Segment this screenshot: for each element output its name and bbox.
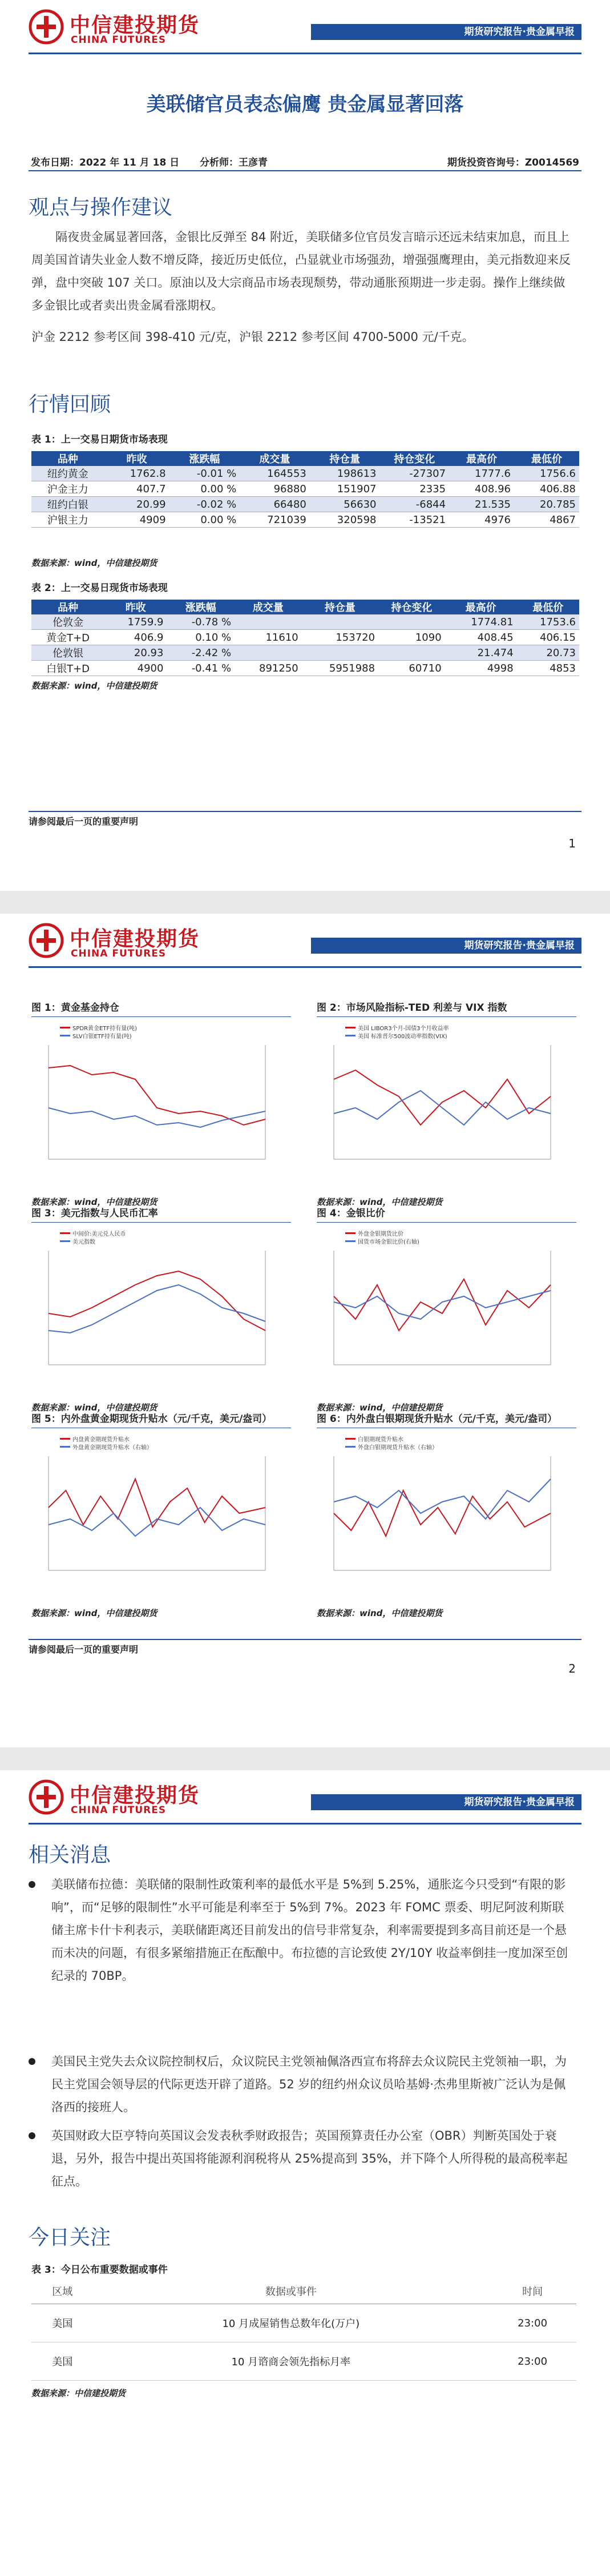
header-divider xyxy=(29,1823,581,1825)
bullet-icon xyxy=(29,2132,35,2139)
table-row xyxy=(31,512,579,528)
table-cell: 56630 xyxy=(310,497,380,512)
table-cell: 320598 xyxy=(310,512,380,528)
table-cell: 408.45 xyxy=(445,630,517,645)
table-cell: 1756.6 xyxy=(514,466,579,481)
table-cell: 2335 xyxy=(380,481,450,497)
legend-label: 外盘黄金期现货升贴水（右轴） xyxy=(72,1445,152,1451)
table-cell: 伦敦银 xyxy=(31,645,104,661)
table-cell: -27307 xyxy=(380,466,450,481)
table-cell: 4900 xyxy=(104,661,167,676)
figure-source: 数据来源：wind，中信建投期货 xyxy=(317,1197,443,1207)
logo-cn: 中信建投期货 xyxy=(70,13,200,37)
table-cell: 20.785 xyxy=(514,497,579,512)
news-item: 美国民主党失去众议院控制权后，众议院民主党领袖佩洛西宣布将辞去众议院民主党领袖一职，为民主党国会领导层的代际更迭开辟了道路。52 岁的纽约州众议员哈基姆·杰弗里斯被广泛认为是佩洛西的接班人。 xyxy=(29,2050,576,2119)
table-cell: 406.9 xyxy=(104,630,167,645)
figure-4 xyxy=(317,1205,576,1416)
table-cell: 21.474 xyxy=(445,645,517,661)
page-1 xyxy=(0,0,610,891)
legend-label: 美国 标准普尔500波动率指数(VIX) xyxy=(358,1034,447,1040)
logo-cn: 中信建投期货 xyxy=(70,927,200,951)
report-banner: 期货研究报告·贵金属早报 xyxy=(311,938,581,954)
legend-swatch xyxy=(345,1438,356,1440)
table-cell: 4867 xyxy=(514,512,579,528)
figure-source: 数据来源：wind，中信建投期货 xyxy=(31,1197,157,1207)
table-cell: 1759.9 xyxy=(104,614,167,630)
table-cell: 黄金T+D xyxy=(31,630,104,645)
section-review: 行情回顾 xyxy=(29,393,111,416)
report-banner: 期货研究报告·贵金属早报 xyxy=(311,24,581,40)
table-cell: 10 月成屋销售总数年化(万户) xyxy=(93,2304,488,2342)
figure-1 xyxy=(31,999,291,1211)
column-header: 涨跌幅 xyxy=(167,600,235,614)
table-cell: 1774.81 xyxy=(445,614,517,630)
table-cell: 153720 xyxy=(302,630,378,645)
header-divider xyxy=(29,53,581,54)
column-header: 最低价 xyxy=(514,451,579,466)
legend-label: 白银期现货升贴水 xyxy=(358,1437,403,1443)
series-line xyxy=(334,1291,551,1319)
column-header: 昨收 xyxy=(104,451,169,466)
table-cell: 408.96 xyxy=(449,481,514,497)
table-cell: 美国 xyxy=(31,2304,93,2342)
table-cell: 沪银主力 xyxy=(31,512,104,528)
report-meta xyxy=(29,153,581,171)
report-banner: 期货研究报告·贵金属早报 xyxy=(311,1794,581,1810)
table-cell: -0.01 % xyxy=(169,466,240,481)
table-cell: 4998 xyxy=(445,661,517,676)
table-cell: 407.7 xyxy=(104,481,169,497)
table-row xyxy=(31,2342,576,2381)
table-cell: 伦敦金 xyxy=(31,614,104,630)
table-cell: 60710 xyxy=(378,661,445,676)
table-cell: -2.42 % xyxy=(167,645,235,661)
section-focus: 今日关注 xyxy=(29,2226,111,2249)
series-line xyxy=(334,1070,551,1125)
table-row xyxy=(31,661,579,676)
table-cell: 21.535 xyxy=(449,497,514,512)
figure-title: 图 3：美元指数与人民币汇率 xyxy=(31,1205,291,1223)
company-logo xyxy=(29,8,211,46)
table-cell: 20.99 xyxy=(104,497,169,512)
view-reference: 沪金 2212 参考区间 398-410 元/克，沪银 2212 参考区间 4700-5000 元/千克。 xyxy=(31,330,474,344)
legend-swatch xyxy=(60,1240,70,1242)
series-line xyxy=(49,1108,265,1127)
table-cell: 891250 xyxy=(235,661,302,676)
table-cell: 10 月谘商会领先指标月率 xyxy=(93,2342,488,2381)
figure-source: 数据来源：wind，中信建投期货 xyxy=(31,1402,157,1413)
figure-source: 数据来源：wind，中信建投期货 xyxy=(317,1608,443,1618)
series-line xyxy=(49,1508,265,1536)
table-cell: 96880 xyxy=(240,481,310,497)
table-cell: 4853 xyxy=(517,661,579,676)
logo-emblem-icon xyxy=(29,9,64,45)
license-number: 期货投资咨询号：Z0014569 xyxy=(447,157,579,168)
company-logo xyxy=(29,1778,211,1816)
legend-label: 美元指数 xyxy=(72,1239,95,1245)
figure-title: 图 4：金银比价 xyxy=(317,1205,576,1223)
line-chart xyxy=(317,1433,568,1588)
table-cell: 美国 xyxy=(31,2342,93,2381)
column-header: 昨收 xyxy=(104,600,167,614)
column-header: 品种 xyxy=(31,451,104,466)
page-3 xyxy=(0,1770,610,2576)
table-cell: 11610 xyxy=(235,630,302,645)
legend-label: 中间价:美元兑人民币 xyxy=(72,1231,126,1237)
table-cell: 1762.8 xyxy=(104,466,169,481)
table-row xyxy=(31,645,579,661)
line-chart xyxy=(31,1228,282,1382)
line-chart xyxy=(317,1022,568,1176)
column-header: 持仓变化 xyxy=(380,451,450,466)
view-paragraph: 隔夜贵金属显著回落，金银比反弹至 84 附近，美联储多位官员发言暗示还远未结束加息，而且上周美国首请失业金人数不增反降，接近历史低位，凸显就业市场强劲，增强强鹰理由，美元指数迎来反弹，盘中突破 107 关口。原油以及大宗商品市场表现颓势，带动通胀预期进一步走弱。操作上继续做多金银比或者卖出贵金属看涨期权。 xyxy=(31,230,571,312)
news-item: 英国财政大臣亨特向英国议会发表秋季财政报告；英国预算责任办公室（OBR）判断英国处于衰退，另外，报告中提出英国将能源利润税将从 25%提高到 35%，并下降个人所得税的最高税率起征点。 xyxy=(29,2124,576,2193)
column-header: 持仓变化 xyxy=(378,600,445,614)
company-logo xyxy=(29,922,211,959)
table-cell: 0.00 % xyxy=(169,481,240,497)
column-header: 最高价 xyxy=(449,451,514,466)
line-chart xyxy=(317,1228,568,1382)
logo-en: CHINA FUTURES xyxy=(71,34,167,46)
table-cell: 0.10 % xyxy=(167,630,235,645)
legend-swatch xyxy=(60,1027,70,1028)
page-header xyxy=(29,921,581,962)
table-cell: 151907 xyxy=(310,481,380,497)
column-header: 区域 xyxy=(31,2278,93,2304)
column-header: 数据或事件 xyxy=(93,2278,488,2304)
table-cell: 4976 xyxy=(449,512,514,528)
table-cell: -0.41 % xyxy=(167,661,235,676)
series-line xyxy=(49,1285,265,1333)
table-row xyxy=(31,497,579,512)
table-cell: 白银T+D xyxy=(31,661,104,676)
section-news: 相关消息 xyxy=(29,1843,111,1867)
column-header: 涨跌幅 xyxy=(169,451,240,466)
table-cell: 198613 xyxy=(310,466,380,481)
figure-title: 图 5：内外盘黄金期现货升贴水（元/千克，美元/盎司） xyxy=(31,1410,291,1428)
table-cell xyxy=(302,614,378,630)
table-row xyxy=(31,614,579,630)
legend-swatch xyxy=(60,1035,70,1036)
table-cell xyxy=(235,614,302,630)
table1-title: 表 1：上一交易日期货市场表现 xyxy=(31,434,168,445)
table-cell: 164553 xyxy=(240,466,310,481)
report-title: 美联储官员表态偏鹰 贵金属显著回落 xyxy=(146,93,464,116)
column-header: 品种 xyxy=(31,600,104,614)
series-line xyxy=(334,1490,551,1536)
table-cell: -13521 xyxy=(380,512,450,528)
legend-swatch xyxy=(345,1240,356,1242)
page-header xyxy=(29,1777,581,1818)
table-row xyxy=(31,466,579,481)
table3-source: 数据来源：中信建投期货 xyxy=(31,2388,126,2398)
footer-disclaimer: 请参阅最后一页的重要声明 xyxy=(29,811,581,827)
calendar-table xyxy=(31,2278,576,2381)
legend-swatch xyxy=(345,1446,356,1448)
table-cell: 23:00 xyxy=(488,2304,576,2342)
table-cell: 4909 xyxy=(104,512,169,528)
section-view: 观点与操作建议 xyxy=(29,196,173,219)
line-chart xyxy=(31,1433,282,1588)
column-header: 持仓量 xyxy=(302,600,378,614)
table-row xyxy=(31,481,579,497)
page-header xyxy=(29,7,581,48)
footer-disclaimer: 请参阅最后一页的重要声明 xyxy=(29,1639,581,1655)
logo-cn: 中信建投期货 xyxy=(70,1783,200,1807)
table-cell: 406.88 xyxy=(514,481,579,497)
legend-swatch xyxy=(345,1232,356,1234)
figure-5 xyxy=(31,1410,291,1622)
table-row xyxy=(31,2304,576,2342)
table-cell: 66480 xyxy=(240,497,310,512)
table-cell xyxy=(378,645,445,661)
logo-en: CHINA FUTURES xyxy=(71,948,167,959)
table-cell: 5951988 xyxy=(302,661,378,676)
figure-title: 图 6：内外盘白银期现货升贴水（元/千克，美元/盎司） xyxy=(317,1410,576,1428)
column-header: 持仓量 xyxy=(310,451,380,466)
table-cell xyxy=(378,614,445,630)
table2-title: 表 2：上一交易日现货市场表现 xyxy=(31,582,168,594)
series-line xyxy=(49,1479,265,1527)
column-header: 成交量 xyxy=(235,600,302,614)
table-cell xyxy=(235,645,302,661)
figure-source: 数据来源：wind，中信建投期货 xyxy=(317,1402,443,1413)
table-cell: 0.00 % xyxy=(169,512,240,528)
legend-label: 外盘金银期货比价 xyxy=(358,1231,403,1237)
table-cell: 20.73 xyxy=(517,645,579,661)
table1-source: 数据来源：wind，中信建投期货 xyxy=(31,558,157,568)
figure-source: 数据来源：wind，中信建投期货 xyxy=(31,1608,157,1618)
figure-title: 图 1：黄金基金持仓 xyxy=(31,999,291,1017)
table-cell: 406.15 xyxy=(517,630,579,645)
table-cell: 1090 xyxy=(378,630,445,645)
header-divider xyxy=(29,966,581,968)
column-header: 最低价 xyxy=(517,600,579,614)
series-line xyxy=(334,1479,551,1519)
column-header: 时间 xyxy=(488,2278,576,2304)
table-cell xyxy=(302,645,378,661)
legend-swatch xyxy=(345,1035,356,1036)
series-line xyxy=(49,1066,265,1125)
analyst-name: 分析师：王彦青 xyxy=(200,157,268,168)
page-number: 1 xyxy=(568,837,576,850)
figure-title: 图 2：市场风险指标-TED 利差与 VIX 指数 xyxy=(317,999,576,1017)
table-cell: 721039 xyxy=(240,512,310,528)
legend-label: 国货市场金银比价(右轴) xyxy=(358,1239,419,1245)
legend-swatch xyxy=(60,1438,70,1440)
table-cell: -0.78 % xyxy=(167,614,235,630)
legend-swatch xyxy=(345,1027,356,1028)
news-item: 美联储布拉德：美联储的限制性政策利率的最低水平是 5%到 5.25%，通胀迄今只受到“有限的影响”，而“足够的限制性”水平可能是利率至于 5%到 7%。2023 年 FOMC 票委、明尼阿波利斯联储主席卡什卡利表示，美联储距离还目前发出的信号非常复杂，利率需要提到多高目前还是一个悬而未决的问题，有很多紧缩措施正在酝酿中。布拉德的言论致使 2Y/10Y 收益率倒挂一度加深至创纪录的 70BP。 xyxy=(29,1873,576,1987)
column-header: 最高价 xyxy=(445,600,517,614)
table-cell: 23:00 xyxy=(488,2342,576,2381)
figure-3 xyxy=(31,1205,291,1416)
logo-emblem-icon xyxy=(29,923,64,958)
page-2 xyxy=(0,914,610,1747)
page-number: 2 xyxy=(568,1662,576,1675)
publish-date: 发布日期：2022 年 11 月 18 日 xyxy=(31,157,180,168)
table-cell: 1753.6 xyxy=(517,614,579,630)
figure-2 xyxy=(317,999,576,1211)
table-cell: 1777.6 xyxy=(449,466,514,481)
legend-label: SLV白银ETF持有量(吨) xyxy=(72,1034,132,1040)
bullet-icon xyxy=(29,1881,35,1888)
table-cell: 沪金主力 xyxy=(31,481,104,497)
logo-emblem-icon xyxy=(29,1779,64,1815)
spot-table xyxy=(31,600,579,676)
legend-label: SPDR黄金ETF持有量(吨) xyxy=(72,1026,138,1032)
table-cell: 20.93 xyxy=(104,645,167,661)
bullet-icon xyxy=(29,2058,35,2065)
column-header: 成交量 xyxy=(240,451,310,466)
legend-label: 内盘黄金期现货升贴水 xyxy=(72,1437,130,1443)
series-line xyxy=(334,1279,551,1331)
table3-title: 表 3：今日公布重要数据或事件 xyxy=(31,2264,168,2276)
table-cell: -0.02 % xyxy=(169,497,240,512)
logo-en: CHINA FUTURES xyxy=(71,1805,167,1816)
legend-swatch xyxy=(60,1446,70,1448)
legend-swatch xyxy=(60,1232,70,1234)
line-chart xyxy=(31,1022,282,1176)
series-line xyxy=(49,1271,265,1331)
figure-6 xyxy=(317,1410,576,1622)
table-cell: -6844 xyxy=(380,497,450,512)
legend-label: 美国 LIBOR3个月-国债3个月收益率 xyxy=(358,1026,449,1032)
table-row xyxy=(31,630,579,645)
table-cell: 纽约白银 xyxy=(31,497,104,512)
table2-source: 数据来源：wind，中信建投期货 xyxy=(31,681,157,691)
legend-label: 外盘白银期现货升贴水（右轴） xyxy=(358,1445,438,1451)
table-cell: 纽约黄金 xyxy=(31,466,104,481)
futures-table xyxy=(31,451,579,528)
